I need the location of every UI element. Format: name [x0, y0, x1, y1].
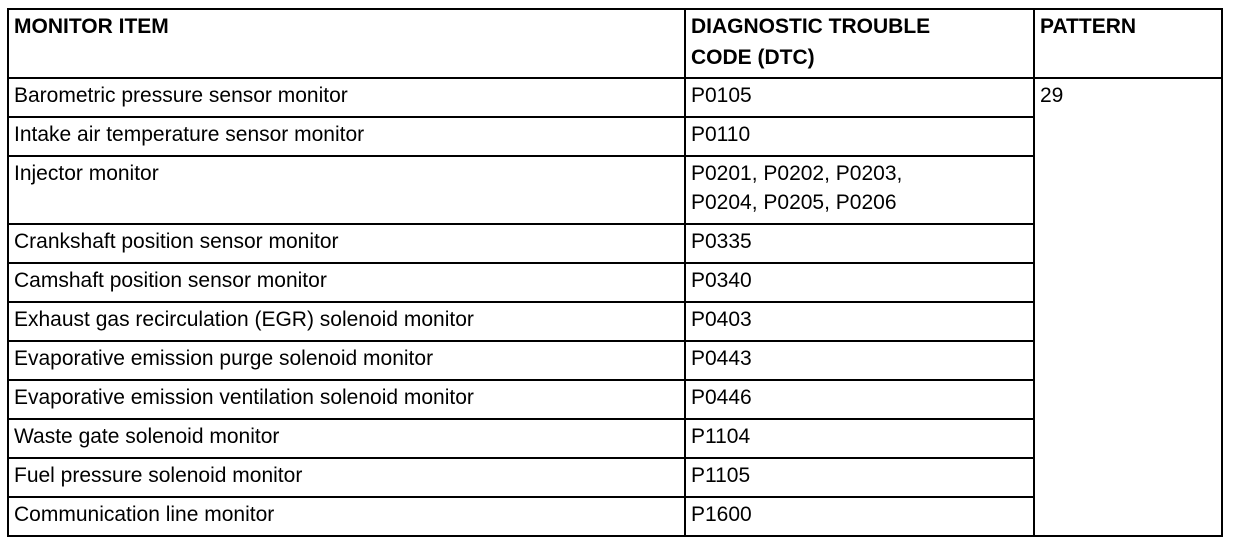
dtc-cell: P1600 [685, 497, 1034, 536]
monitor-item-cell: Intake air temperature sensor monitor [8, 117, 685, 156]
header-dtc-line1: DIAGNOSTIC TROUBLE [691, 15, 931, 38]
pattern-cell: 29 [1034, 78, 1222, 536]
dtc-cell: P0443 [685, 341, 1034, 380]
dtc-cell: P0105 [685, 78, 1034, 117]
monitor-item-cell: Crankshaft position sensor monitor [8, 224, 685, 263]
dtc-cell: P0340 [685, 263, 1034, 302]
monitor-item-cell: Evaporative emission purge solenoid monitor [8, 341, 685, 380]
monitor-item-cell: Exhaust gas recirculation (EGR) solenoid monitor [8, 302, 685, 341]
dtc-line: P0201, P0202, P0203, [691, 162, 903, 185]
monitor-item-cell: Waste gate solenoid monitor [8, 419, 685, 458]
monitor-item-cell: Injector monitor [8, 156, 685, 224]
header-pattern: PATTERN [1034, 9, 1222, 78]
dtc-line: P0204, P0205, P0206 [691, 191, 897, 214]
monitor-item-cell: Fuel pressure solenoid monitor [8, 458, 685, 497]
monitor-item-cell: Communication line monitor [8, 497, 685, 536]
header-dtc [685, 9, 1034, 78]
monitor-item-cell: Barometric pressure sensor monitor [8, 78, 685, 117]
monitor-item-cell: Evaporative emission ventilation solenoid monitor [8, 380, 685, 419]
dtc-cell: P0335 [685, 224, 1034, 263]
dtc-cell [685, 156, 1034, 224]
dtc-cell: P0403 [685, 302, 1034, 341]
table-row [8, 78, 1222, 117]
header-row [8, 9, 1222, 78]
dtc-table [7, 8, 1223, 537]
monitor-item-cell: Camshaft position sensor monitor [8, 263, 685, 302]
dtc-cell: P1105 [685, 458, 1034, 497]
dtc-cell: P0110 [685, 117, 1034, 156]
dtc-cell: P0446 [685, 380, 1034, 419]
header-dtc-line2: CODE (DTC) [691, 46, 815, 69]
header-monitor-item: MONITOR ITEM [8, 9, 685, 78]
dtc-cell: P1104 [685, 419, 1034, 458]
